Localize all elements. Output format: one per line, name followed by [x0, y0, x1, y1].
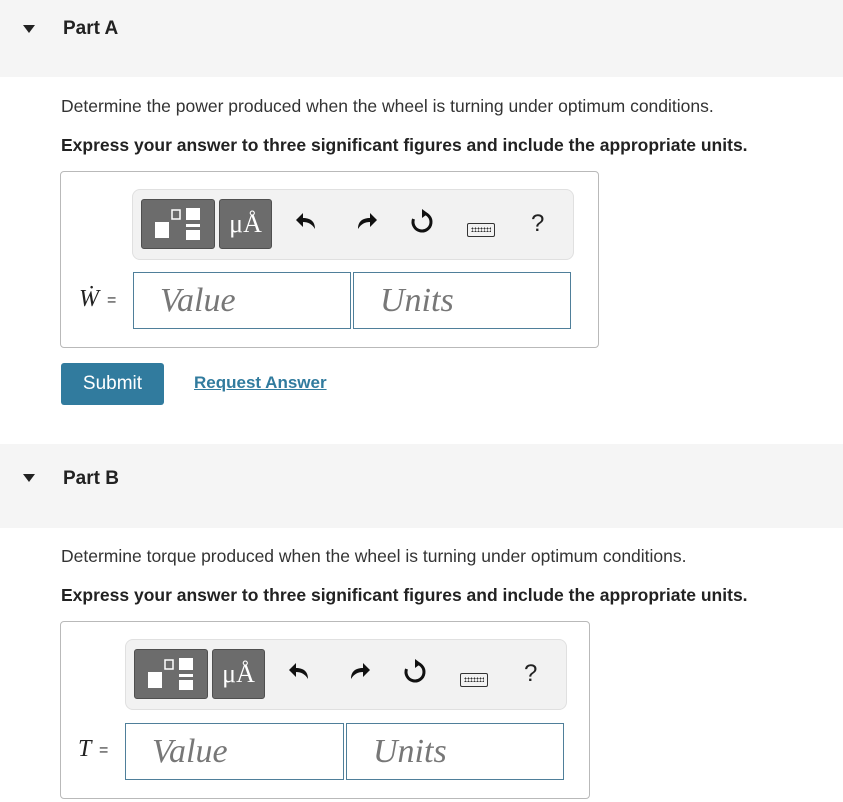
- collapse-caret-icon[interactable]: [23, 25, 35, 33]
- redo-icon[interactable]: [351, 209, 381, 240]
- part-b-equals-sign: =: [99, 742, 109, 759]
- part-b-value-field[interactable]: [125, 723, 344, 780]
- units-icon: μÅ: [229, 209, 262, 238]
- templates-icon: [142, 200, 214, 248]
- part-b-title: Part B: [63, 468, 119, 489]
- part-b-units-input[interactable]: [347, 724, 563, 779]
- reset-icon[interactable]: [407, 209, 437, 242]
- part-b-units-field[interactable]: [346, 723, 564, 780]
- part-b-answer-box: [60, 621, 590, 799]
- redo-icon[interactable]: [344, 659, 374, 690]
- part-a-title: Part A: [63, 18, 119, 39]
- help-icon[interactable]: ?: [524, 660, 538, 687]
- part-a-units-input[interactable]: [354, 273, 570, 328]
- part-b-math-toolbar: [125, 639, 567, 710]
- undo-icon[interactable]: [285, 659, 315, 690]
- part-a-question: Determine the power produced when the wheel is turning under optimum conditions.: [61, 96, 714, 116]
- collapse-caret-icon[interactable]: [23, 474, 35, 482]
- units-button[interactable]: [219, 199, 272, 249]
- units-icon: μÅ: [222, 659, 255, 688]
- part-b-value-input[interactable]: [126, 724, 343, 779]
- part-a-value-input[interactable]: [134, 273, 350, 328]
- part-a-equals-sign: =: [107, 292, 117, 309]
- undo-icon[interactable]: [292, 209, 322, 240]
- templates-button[interactable]: [141, 199, 215, 249]
- keyboard-icon[interactable]: [460, 673, 488, 687]
- part-b-question: Determine torque produced when the wheel is turning under optimum conditions.: [61, 546, 687, 566]
- part-a-units-field[interactable]: [353, 272, 571, 329]
- reset-icon[interactable]: [400, 659, 430, 692]
- part-b-instruction: Express your answer to three significant figures and include the appropriate units.: [61, 585, 748, 605]
- submit-button[interactable]: Submit: [61, 363, 164, 405]
- part-b-header[interactable]: [0, 444, 843, 528]
- part-a-instruction: Express your answer to three significant figures and include the appropriate units.: [61, 135, 748, 155]
- part-a-answer-box: [60, 171, 599, 348]
- units-button[interactable]: [212, 649, 265, 699]
- templates-icon: [135, 650, 207, 698]
- help-icon[interactable]: ?: [531, 210, 545, 237]
- part-a-math-toolbar: [132, 189, 574, 260]
- part-b-variable-label: T: [78, 736, 92, 762]
- keyboard-icon[interactable]: [467, 223, 495, 237]
- part-a-variable-label: Ẇ: [79, 286, 99, 312]
- templates-button[interactable]: [134, 649, 208, 699]
- part-a-header[interactable]: [0, 0, 843, 77]
- part-a-value-field[interactable]: [133, 272, 351, 329]
- request-answer-link[interactable]: Request Answer: [194, 373, 327, 392]
